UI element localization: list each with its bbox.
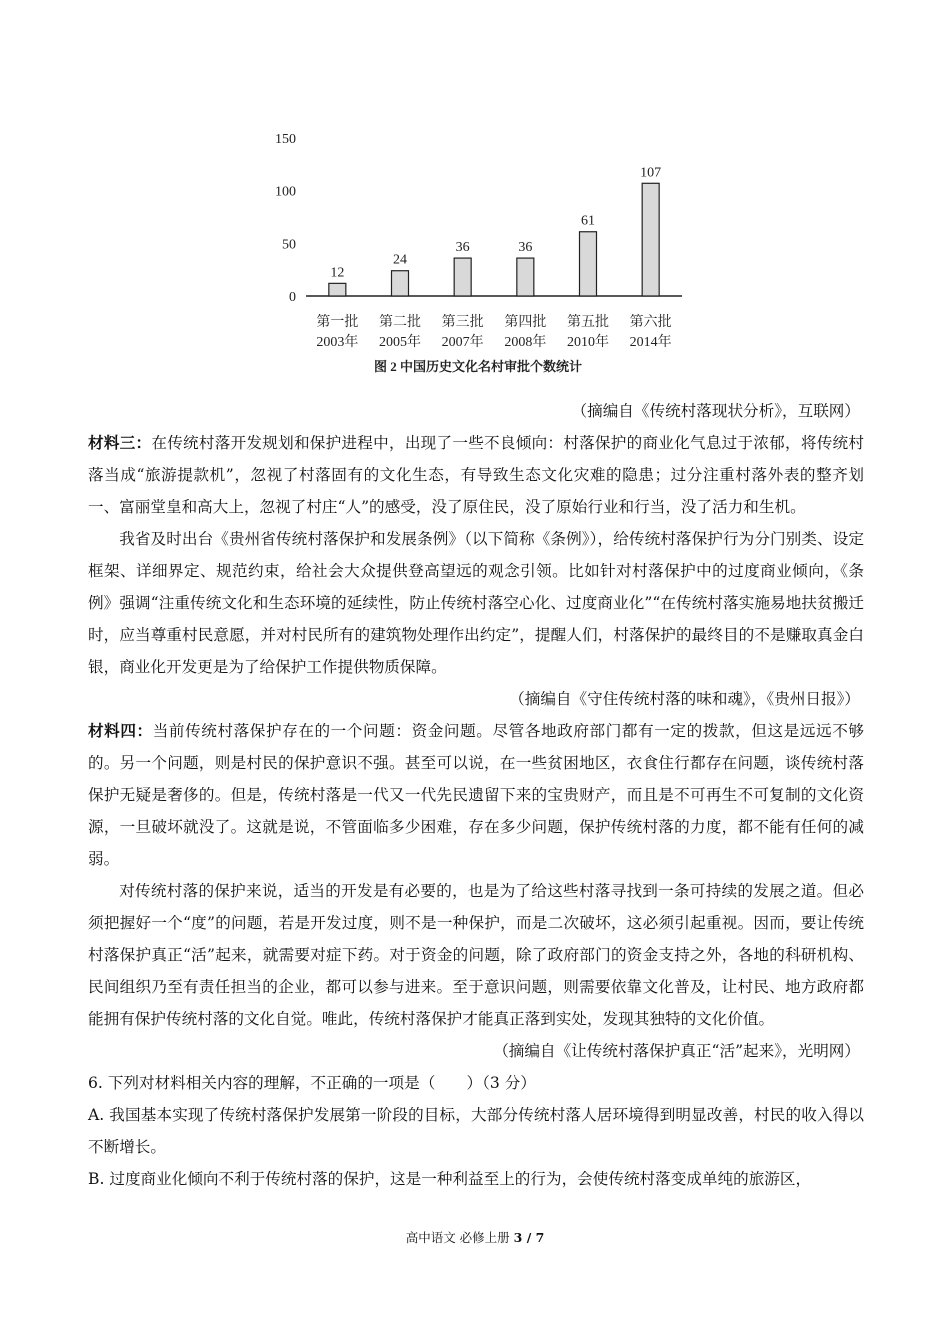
bar-value-label: 36	[455, 240, 470, 256]
bars	[329, 165, 661, 296]
y-tick-label: 50	[282, 237, 296, 253]
material-3-paragraph-1	[88, 427, 864, 523]
x-tick-label-batch: 第六批	[629, 315, 672, 330]
y-axis-ticks	[275, 132, 296, 305]
y-tick-label: 150	[275, 132, 296, 147]
bar-value-label: 36	[518, 240, 533, 256]
x-tick-label-year: 2007年	[441, 335, 484, 350]
material-4-paragraph-1	[88, 715, 864, 875]
bar	[454, 258, 471, 296]
bar	[517, 258, 534, 296]
bar	[392, 271, 409, 296]
bar	[329, 283, 346, 296]
y-tick-label: 100	[275, 184, 296, 200]
chart-title: 图 2 中国历史文化名村审批个数统计	[373, 359, 583, 374]
bar-value-label: 12	[330, 265, 345, 281]
y-tick-label: 0	[289, 290, 296, 305]
material-4-text: 当前传统村落保护存在的一个问题：资金问题。尽管各地政府部门都有一定的拨款，但这是远远不够的。另一个问题，则是村民的保护意识不强。甚至可以说，在一些贫困地区，衣食住行都存在问题，谈传统村落保护无疑是奢侈的。但是，传统村落是一代又一代先民遗留下来的宝贵财产，而且是不可再生不可复制的文化资源，一旦破坏就没了。这就是说，不管面临多少困难，存在多少问题，保护传统村落的力度，都不能有任何的减弱。	[88, 722, 864, 868]
bar-chart	[270, 120, 700, 390]
source-citation-3: （摘编自《让传统村落保护真正“活”起来》，光明网）	[493, 1042, 860, 1060]
x-tick-label-batch: 第三批	[441, 315, 484, 330]
material-3-label: 材料三：	[88, 433, 152, 452]
source-citation-2: （摘编自《守住传统村落的味和魂》，《贵州日报》）	[509, 690, 860, 708]
question-6-option-b: B. 过度商业化倾向不利于传统村落的保护，这是一种利益至上的行为，会使传统村落变成单纯的旅游区，	[88, 1170, 812, 1188]
x-tick-label-year: 2003年	[316, 335, 359, 350]
material-3-paragraph-2: 我省及时出台《贵州省传统村落保护和发展条例》（以下简称《条例》），给传统村落保护行为分门别类、设定框架、详细界定、规范约束，给社会大众提供登高望远的观念引领。比如针对村落保护中的过度商业倾向，《条例》强调“注重传统文化和生态环境的延续性，防止传统村落空心化、过度商业化”“在传统村落实施易地扶贫搬迁时，应当尊重村民意愿，并对村民所有的建筑物处理作出约定”，提醒人们，村落保护的最终目的不是赚取真金白银，商业化开发更是为了给保护工作提供物质保障。	[88, 530, 864, 676]
bar	[580, 232, 597, 296]
page-number: 3 / 7	[513, 1230, 545, 1245]
x-tick-label-year: 2008年	[504, 335, 547, 350]
x-tick-label-year: 2005年	[379, 335, 421, 350]
material-4-paragraph-2: 对传统村落的保护来说，适当的开发是有必要的，也是为了给这些村落寻找到一条可持续的发展之道。但必须把握好一个“度”的问题，若是开发过度，则不是一种保护，而是二次破坏，这必须引起重视。因而，要让传统村落保护真正“活”起来，就需要对症下药。对于资金的问题，除了政府部门的资金支持之外，各地的科研机构、民间组织乃至有责任担当的企业，都可以参与进来。至于意识问题，则需要依靠文化普及，让村民、地方政府都能拥有保护传统村落的文化自觉。唯此，传统村落保护才能真正落到实处，发现其独特的文化价值。	[88, 882, 864, 1028]
bar-value-label: 107	[640, 165, 662, 181]
bar-value-label: 61	[581, 213, 595, 229]
x-axis-labels	[316, 313, 671, 350]
material-3-text: 在传统村落开发规划和保护进程中，出现了一些不良倾向：村落保护的商业化气息过于浓郁，将传统村落当成“旅游提款机”，忽视了村落固有的文化生态，有导致生态文化灾难的隐患；过分注重村落外表的整齐划一、富丽堂皇和高大上，忽视了村庄“人”的感受，没了原住民，没了原始行业和行当，没了活力和生机。	[88, 434, 864, 516]
question-6-stem: 6. 下列对材料相关内容的理解，不正确的一项是（ ）（3 分）	[88, 1074, 536, 1092]
footer-text: 高中语文 必修上册	[405, 1230, 514, 1245]
material-4-label: 材料四：	[88, 721, 153, 740]
x-tick-label-batch: 第一批	[316, 315, 359, 330]
page-body	[88, 395, 864, 1195]
bar	[642, 183, 659, 296]
bar-value-label: 24	[393, 252, 407, 268]
x-tick-label-year: 2014年	[629, 335, 672, 350]
source-citation-1: （摘编自《传统村落现状分析》，互联网）	[571, 402, 860, 420]
x-tick-label-year: 2010年	[567, 335, 609, 350]
x-tick-label-batch: 第二批	[379, 315, 421, 330]
question-6-option-a: A. 我国基本实现了传统村落保护发展第一阶段的目标，大部分传统村落人居环境得到明显改善，村民的收入得以不断增长。	[88, 1106, 864, 1156]
x-tick-label-batch: 第五批	[567, 315, 609, 330]
x-tick-label-batch: 第四批	[504, 315, 547, 330]
page-footer	[0, 1228, 950, 1246]
